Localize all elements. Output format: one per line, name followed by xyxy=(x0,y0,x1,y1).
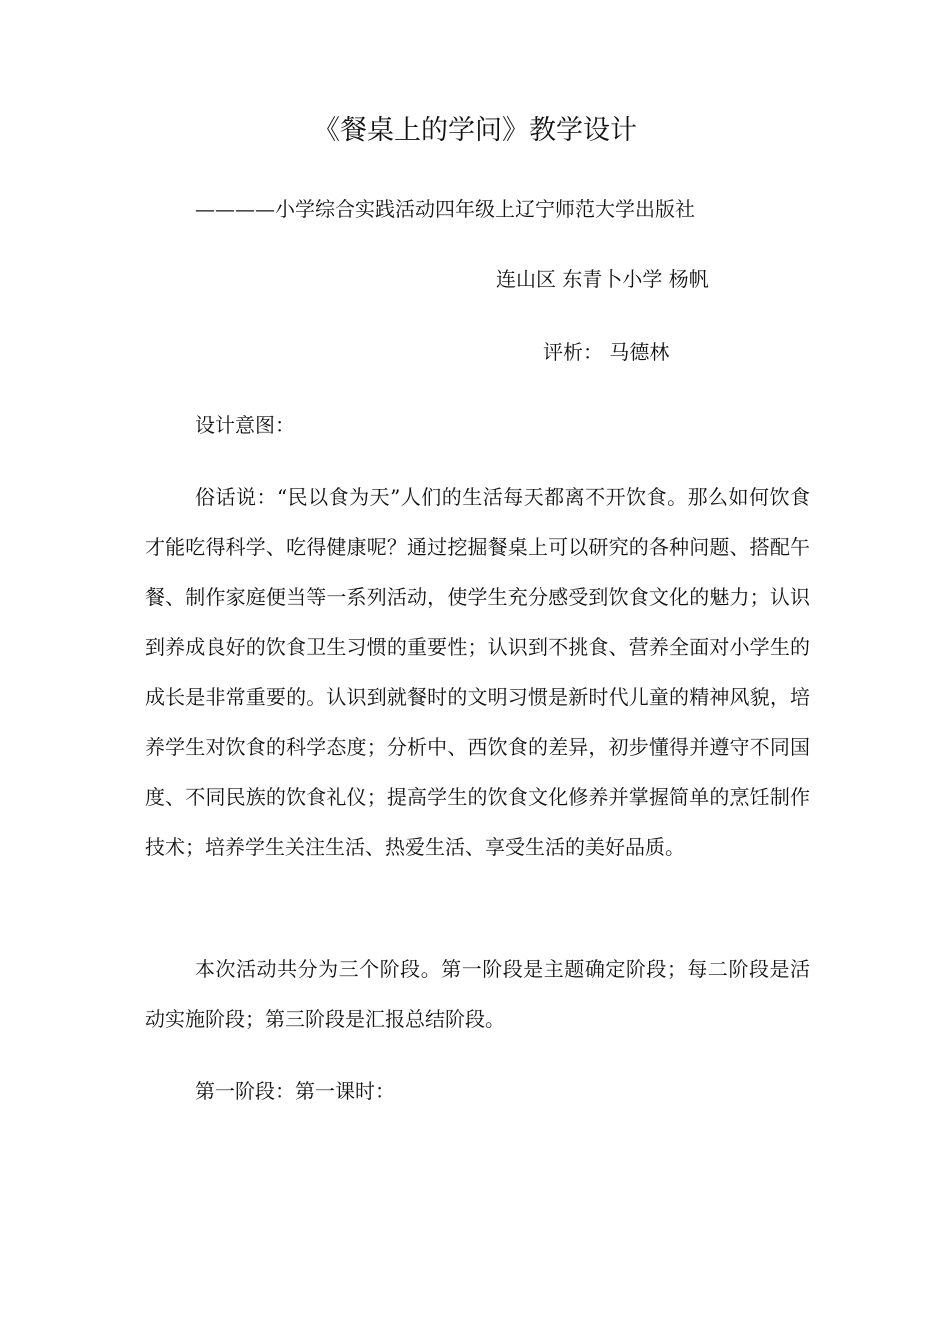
reviewer-line: 评析： 马德林 xyxy=(543,340,670,364)
document-subtitle: ————小学综合实践活动四年级上辽宁师范大学出版社 xyxy=(195,197,695,221)
author-line: 连山区 东青卜小学 杨帆 xyxy=(496,267,709,291)
design-intent-paragraph: 俗话说：“民以食为天”人们的生活每天都离不开饮食。那么如何饮食才能吃得科学、吃得健康呢？通过挖掘餐桌上可以研究的各种问题、搭配午餐、制作家庭便当等一系列活动，使学生充分感受到饮食文化的魅力；认识到养成良好的饮食卫生习惯的重要性；认识到不挑食、营养全面对小学生的成长是非常重要的。认识到就餐时的文明习惯是新时代儿童的精神风貌，培养学生对饮食的科学态度；分析中、西饮食的差异，初步懂得并遵守不同国度、不同民族的饮食礼仪；提高学生的饮食文化修养并掌握简单的烹饪制作技术；培养学生关注生活、热爱生活、享受生活的美好品质。 xyxy=(145,485,810,859)
document-title: 《餐桌上的学问》教学设计 xyxy=(313,115,637,146)
design-intent-heading: 设计意图： xyxy=(195,413,295,437)
activity-stages-paragraph: 本次活动共分为三个阶段。第一阶段是主题确定阶段；每二阶段是活动实施阶段；第三阶段是汇报总结阶段。 xyxy=(145,957,810,1031)
stage-one-heading: 第一阶段：第一课时： xyxy=(195,1079,395,1103)
